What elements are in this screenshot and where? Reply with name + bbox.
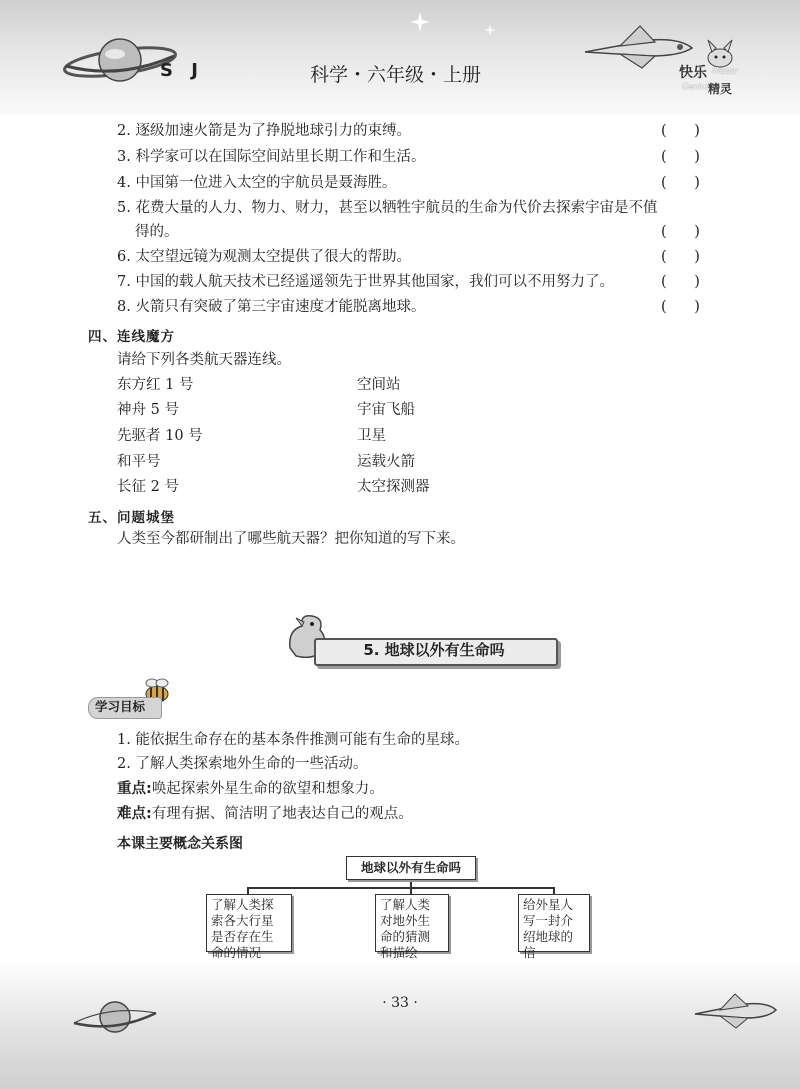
node-line: 命的情况 [211, 945, 262, 960]
book-title: 科学・六年级・上册 [310, 64, 482, 86]
difficulty-point-label: 难点: [117, 806, 152, 822]
node-line: 对地外生 [380, 913, 431, 928]
judgement-item: 3. 科学家可以在国际空间站里长期工作和生活。 [117, 149, 426, 165]
logo-text-english-1: Happy [712, 66, 738, 75]
concept-child-node-3 [518, 894, 590, 960]
judgement-item-continued: 得的。 [135, 224, 179, 240]
spacecraft-right-item[interactable]: 卫星 [357, 428, 386, 444]
answer-paren[interactable]: ( ) [661, 299, 700, 315]
goal-item: 2. 了解人类探索地外生命的一些活动。 [117, 756, 368, 772]
judgement-item: 4. 中国第一位进入太空的宇航员是聂海胜。 [117, 175, 397, 191]
lesson-title: 5. 地球以外有生命吗 [363, 641, 505, 659]
node-line: 和描绘 [380, 945, 418, 960]
concept-child-node-2 [375, 894, 449, 960]
key-point [117, 779, 384, 799]
judgement-item: 6. 太空望远镜为观测太空提供了很大的帮助。 [117, 249, 411, 265]
node-line: 了解人类探 [211, 897, 274, 912]
answer-paren[interactable]: ( ) [661, 175, 700, 191]
page-number: · 33 · [382, 995, 418, 1011]
difficulty-point [117, 804, 413, 824]
node-line: 绍地球的 [523, 929, 574, 944]
goals-tag-label: 学习目标 [95, 699, 146, 714]
section-4-instruction: 请给下列各类航天器连线。 [117, 352, 291, 368]
connector-line [247, 887, 554, 889]
answer-paren[interactable]: ( ) [661, 249, 700, 265]
concept-map-title: 本课主要概念关系图 [117, 836, 243, 852]
judgement-item: 7. 中国的载人航天技术已经遥遥领先于世界其他国家，我们可以不用努力了。 [117, 274, 614, 290]
section-4-title: 四、连线魔方 [88, 329, 175, 345]
judgement-item: 8. 火箭只有突破了第三宇宙速度才能脱离地球。 [117, 299, 426, 315]
answer-paren[interactable]: ( ) [661, 224, 700, 240]
node-line: 给外星人 [523, 897, 574, 912]
section-5-title: 五、问题城堡 [88, 510, 175, 526]
stars-icon [400, 10, 510, 50]
answer-paren[interactable]: ( ) [661, 123, 700, 139]
concept-root-node: 地球以外有生命吗 [346, 856, 476, 880]
spacecraft-left-item[interactable]: 先驱者 10 号 [117, 428, 203, 444]
saturn-icon [70, 995, 160, 1040]
key-point-text: 唤起探索外星生命的欲望和想象力。 [151, 781, 384, 797]
section-5-question: 人类至今都研制出了哪些航天器？把你知道的写下来。 [117, 531, 465, 547]
logo-text-main: 快乐 [679, 65, 707, 81]
spacecraft-right-item[interactable]: 运载火箭 [357, 454, 415, 470]
concept-child-node-1 [206, 894, 292, 960]
node-line: 写一封介 [523, 913, 574, 928]
node-line: 了解人类 [380, 897, 431, 912]
spacecraft-left-item[interactable]: 东方红 1 号 [117, 377, 194, 393]
key-point-label: 重点: [117, 781, 152, 797]
logo-text-sub: 精灵 [708, 82, 733, 96]
spacecraft-left-item[interactable]: 长征 2 号 [117, 479, 179, 495]
spacecraft-right-item[interactable]: 空间站 [357, 377, 401, 393]
judgement-item: 2. 逐级加速火箭是为了挣脱地球引力的束缚。 [117, 123, 411, 139]
spacecraft-right-item[interactable]: 宇宙飞船 [357, 402, 415, 418]
space-shuttle-icon [690, 990, 780, 1032]
spacecraft-left-item[interactable]: 神舟 5 号 [117, 402, 179, 418]
answer-paren[interactable]: ( ) [661, 274, 700, 290]
goal-item: 1. 能依据生命存在的基本条件推测可能有生命的星球。 [117, 732, 469, 748]
logo-text-english-2: Genius [682, 82, 710, 91]
difficulty-point-text: 有理有据、简洁明了地表达自己的观点。 [151, 806, 413, 822]
answer-paren[interactable]: ( ) [661, 149, 700, 165]
node-line: 信 [523, 945, 536, 960]
node-line: 是否存在生 [211, 929, 274, 944]
spacecraft-left-item[interactable]: 和平号 [117, 454, 161, 470]
node-line: 索各大行星 [211, 913, 274, 928]
series-mark: S J [160, 60, 204, 81]
node-line: 命的猜测 [380, 929, 431, 944]
spacecraft-right-item[interactable]: 太空探测器 [357, 479, 430, 495]
judgement-item: 5. 花费大量的人力、物力、财力，甚至以牺牲宇航员的生命为代价去探索宇宙是不值 [117, 200, 658, 216]
